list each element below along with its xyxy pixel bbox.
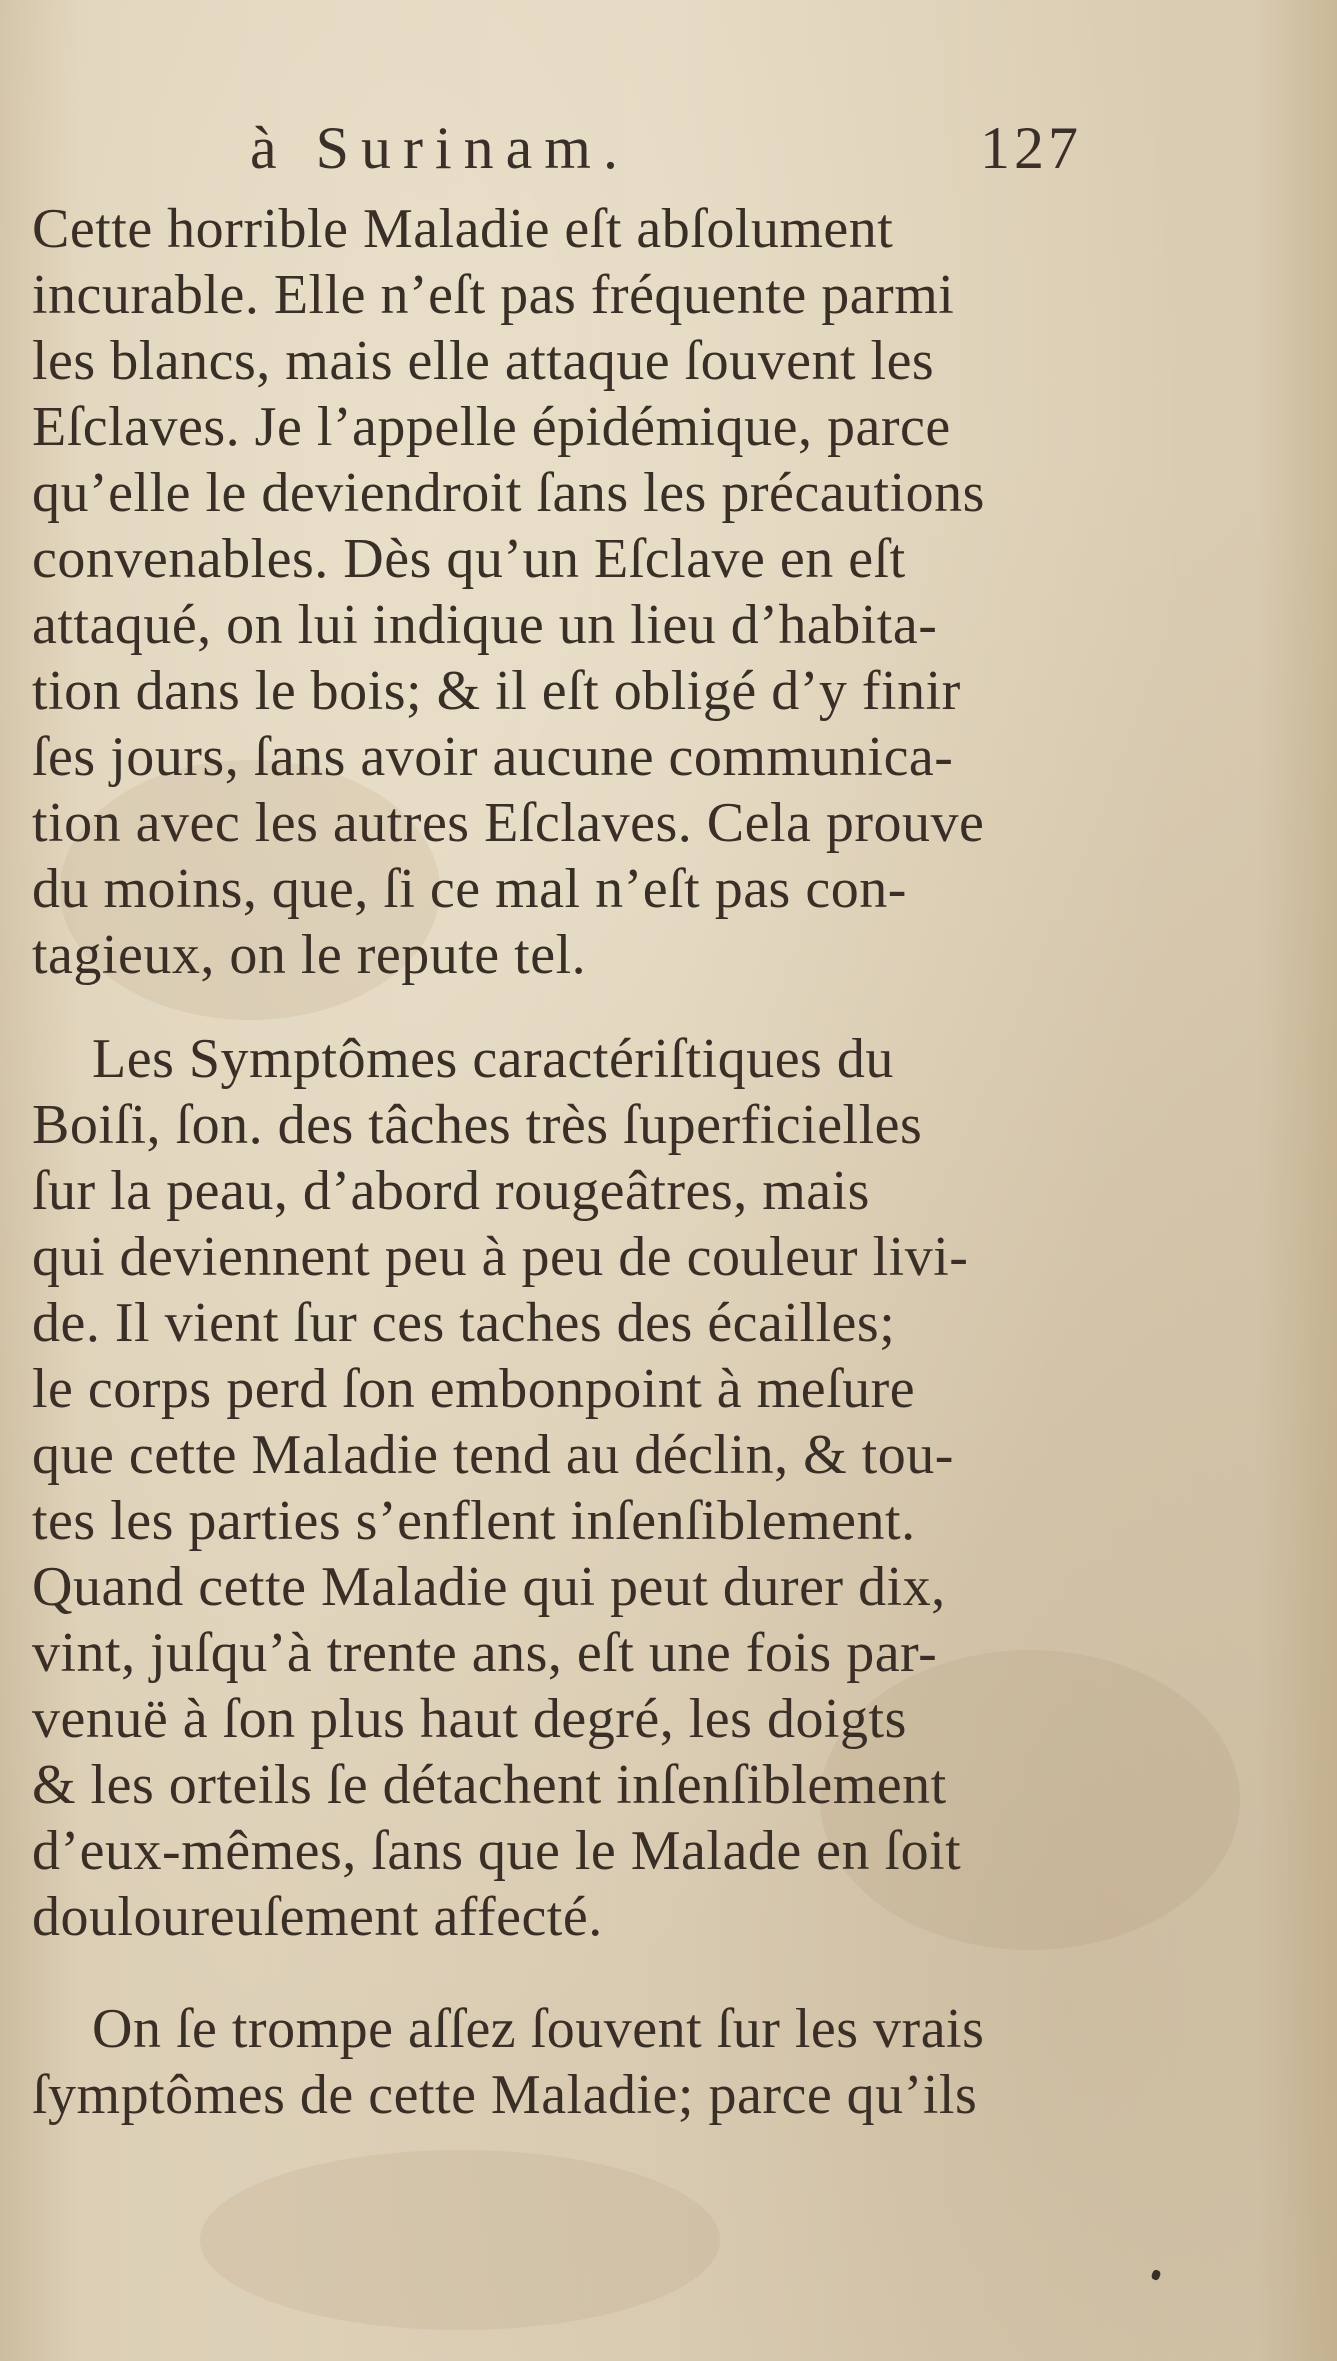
paragraph-1 — [32, 196, 1142, 988]
text-line: Les Symptômes caractériſtiques du — [92, 1028, 894, 1090]
text-line: tes les parties s’enflent inſenſiblement. — [32, 1490, 916, 1552]
text-line: du moins, que, ſi ce mal n’eſt pas con- — [32, 858, 907, 920]
text-line: tion avec les autres Eſclaves. Cela prouve — [32, 792, 985, 854]
text-line: de. Il vient ſur ces taches des écailles; — [32, 1292, 896, 1354]
text-line: ſes jours, ſans avoir aucune communica- — [32, 726, 954, 788]
text-line: Quand cette Maladie qui peut durer dix, — [32, 1556, 946, 1618]
text-line: les blancs, mais elle attaque ſouvent les — [32, 330, 935, 392]
text-line: qui deviennent peu à peu de couleur livi- — [32, 1226, 969, 1288]
running-head: à Surinam. — [250, 115, 630, 181]
paper-stain — [200, 2150, 720, 2330]
text-line: & les orteils ſe détachent inſenſiblement — [32, 1754, 947, 1816]
text-line: vint, juſqu’à trente ans, eſt une fois par- — [32, 1622, 938, 1684]
text-line: que cette Maladie tend au déclin, & tou- — [32, 1424, 954, 1486]
text-line: tagieux, on le repute tel. — [32, 924, 587, 986]
paragraph-3 — [32, 1996, 1142, 2128]
text-line: venuë à ſon plus haut degré, les doigts — [32, 1688, 907, 1750]
text-line: tion dans le bois; & il eſt obligé d’y finir — [32, 660, 961, 722]
text-line: ſymptômes de cette Maladie; parce qu’ils — [32, 2064, 978, 2126]
text-line: On ſe trompe aſſez ſouvent ſur les vrais — [92, 1998, 985, 2060]
text-line: incurable. Elle n’eſt pas fréquente parmi — [32, 264, 955, 326]
ink-mark — [1151, 2269, 1162, 2281]
text-line: le corps perd ſon embonpoint à meſure — [32, 1358, 916, 1420]
text-line: d’eux-mêmes, ſans que le Malade en ſoit — [32, 1820, 962, 1882]
page-number: 127 — [980, 115, 1082, 181]
text-line: Cette horrible Maladie eſt abſolument — [32, 198, 894, 260]
text-line: ſur la peau, d’abord rougeâtres, mais — [32, 1160, 870, 1222]
text-line: Boiſi, ſon. des tâches très ſuperficielles — [32, 1094, 923, 1156]
text-line: Eſclaves. Je l’appelle épidémique, parce — [32, 396, 951, 458]
text-line: convenables. Dès qu’un Eſclave en eſt — [32, 528, 906, 590]
text-line: douloureuſement affecté. — [32, 1886, 603, 1948]
text-line: qu’elle le deviendroit ſans les précautions — [32, 462, 985, 524]
paragraph-2 — [32, 1026, 1142, 1950]
text-line: attaqué, on lui indique un lieu d’habita- — [32, 594, 938, 656]
page-header — [0, 108, 1337, 188]
